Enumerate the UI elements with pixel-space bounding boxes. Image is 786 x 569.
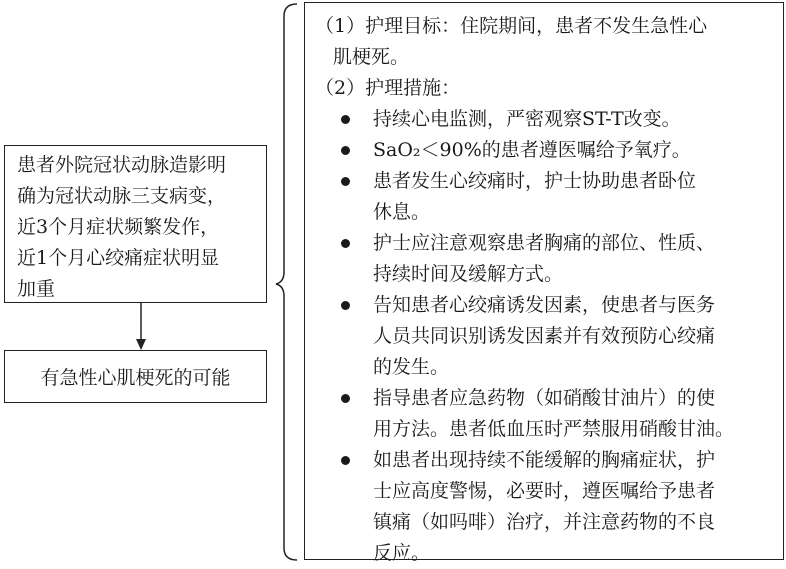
measure-line: 反应。 [373,542,431,564]
problem-line: 近1个月心绞痛症状明显 [17,247,220,269]
measure-line: 如患者出现持续不能缓解的胸痛症状，护 [373,449,716,471]
goal-line: 肌梗死。 [333,46,410,68]
measure-line: 休息。 [373,201,431,223]
measure-line: 告知患者心绞痛诱发因素，使患者与医务 [373,294,716,316]
measure-line: 用方法。患者低血压时严禁服用硝酸甘油。 [373,418,735,440]
bullet-icon [341,301,350,310]
bullet-icon [341,239,350,248]
problem-line: 加重 [17,278,56,300]
measure-item [315,135,775,166]
measure-item [315,228,775,290]
measure-item [315,383,775,445]
bullet-icon [341,456,350,465]
measure-line: 持续时间及缓解方式。 [373,263,564,285]
measure-line: 持续心电监测，严密观察ST-T改变。 [373,108,681,130]
problem-line: 患者外院冠状动脉造影明 [17,154,227,176]
problem-line: 近3个月症状频繁发作， [17,216,220,238]
measure-line: 护士应注意观察患者胸痛的部位、性质、 [373,232,716,254]
measure-item [315,445,775,569]
measure-item [315,290,775,383]
bullet-icon [341,146,350,155]
measure-line: 指导患者应急药物（如硝酸甘油片）的使 [373,387,716,409]
measure-item [315,104,775,135]
measure-line: 士应高度警惕，必要时，遵医嘱给予患者 [373,480,716,502]
bullet-icon [341,115,350,124]
measure-line: 的发生。 [373,356,450,378]
measure-line: 镇痛（如吗啡）治疗，并注意药物的不良 [373,511,716,533]
nursing-plan-box [304,2,784,564]
measure-item [315,166,775,228]
measure-line: 患者发生心绞痛时，护士协助患者卧位 [373,170,697,192]
problem-line: 确为冠状动脉三支病变， [17,185,227,207]
measure-line: 人员共同识别诱发因素并有效预防心绞痛 [373,325,716,347]
goal-line: （1）护理目标：住院期间，患者不发生急性心 [315,15,708,37]
bullet-icon [341,394,350,403]
measures-heading: （2）护理措施： [315,77,461,99]
diagnosis-text: 有急性心肌梗死的可能 [40,367,231,389]
measure-line: SaO₂＜90%的患者遵医嘱给予氧疗。 [373,139,691,161]
bullet-icon [341,177,350,186]
